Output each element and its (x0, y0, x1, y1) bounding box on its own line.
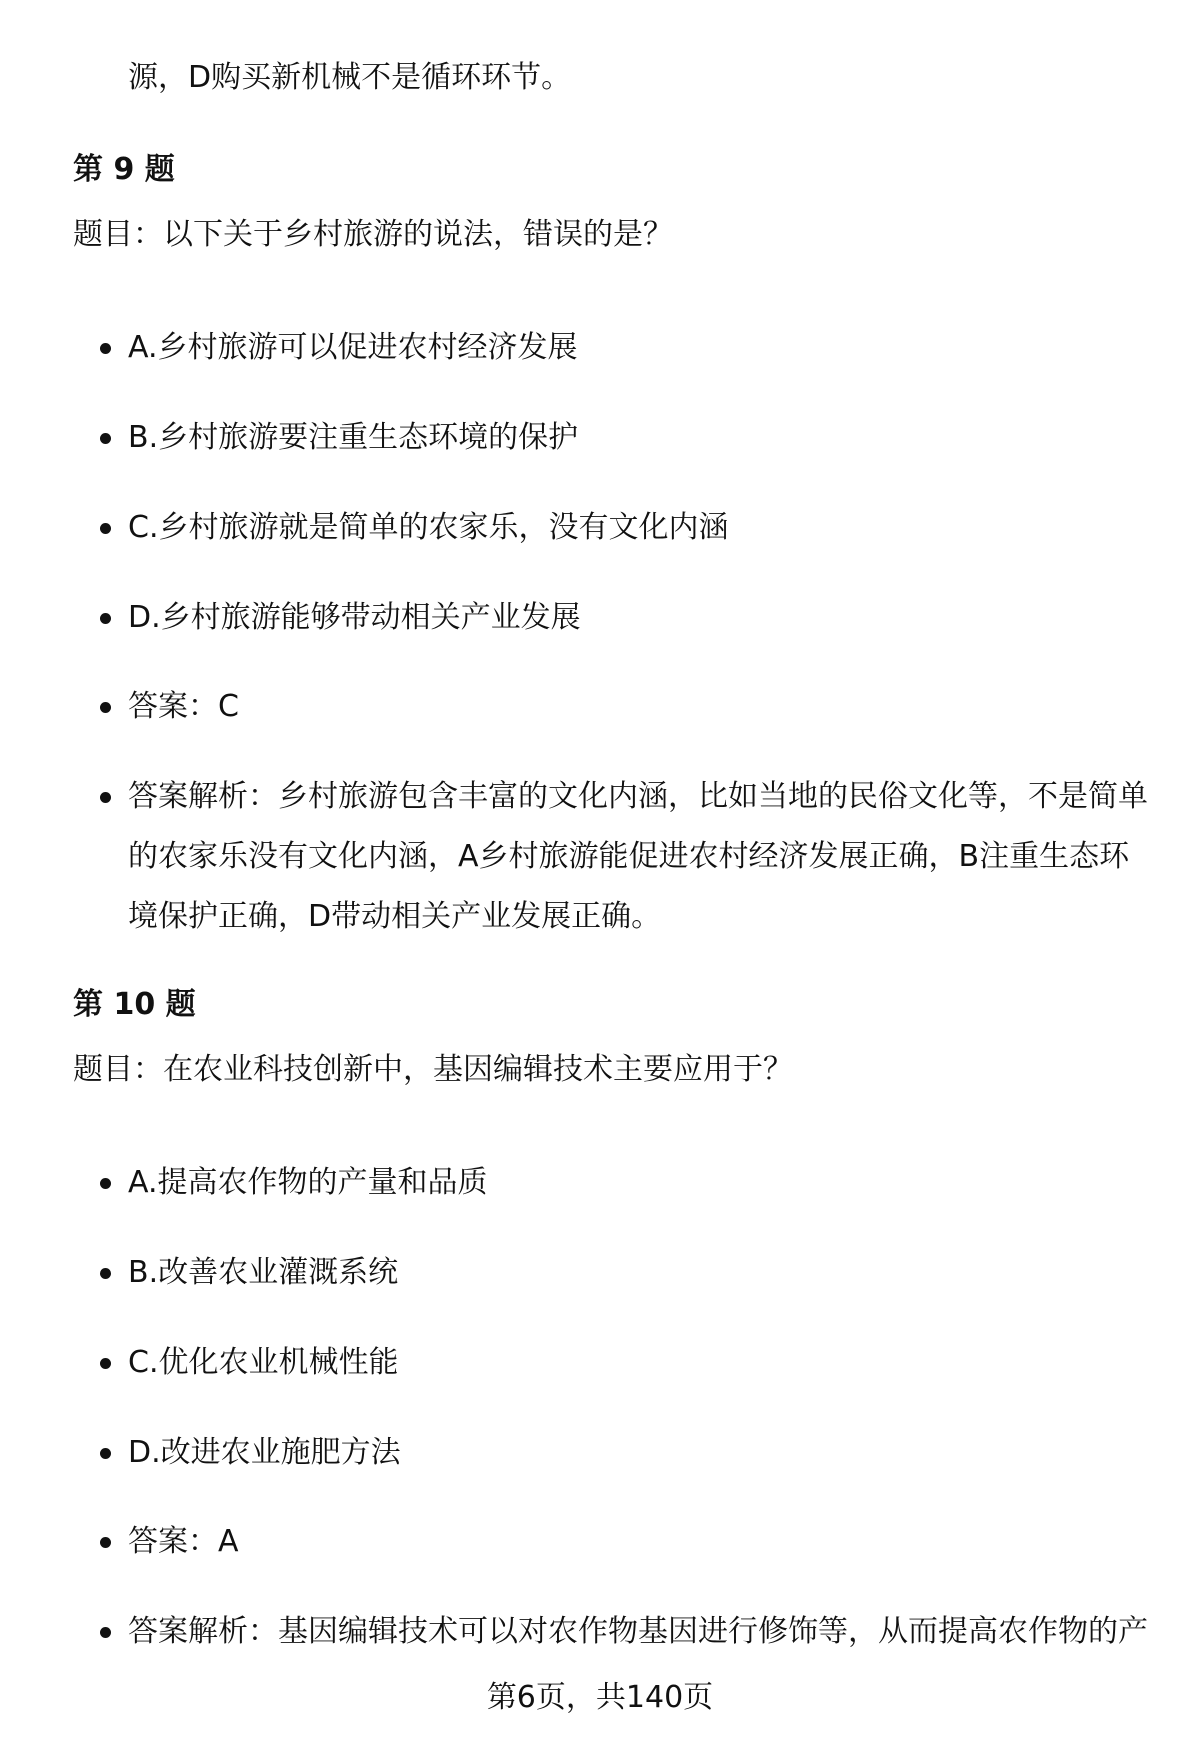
bullet-icon (100, 433, 111, 444)
question-9-heading: 第 9 题 (73, 152, 175, 187)
question-9-option-d: D.乡村旅游能够带动相关产业发展 (128, 588, 1158, 648)
question-10-answer: 答案：A (128, 1512, 1158, 1572)
question-10-analysis: 答案解析：基因编辑技术可以对农作物基因进行修饰等，从而提高农作物的产 (128, 1602, 1158, 1662)
bullet-icon (100, 1537, 111, 1548)
bullet-icon (100, 1358, 111, 1369)
bullet-icon (100, 1178, 111, 1189)
question-10-heading: 第 10 题 (73, 987, 196, 1022)
question-10-option-c: C.优化农业机械性能 (128, 1333, 1158, 1393)
question-9-option-b: B.乡村旅游要注重生态环境的保护 (128, 408, 1158, 468)
continuation-text: 源，D购买新机械不是循环环节。 (128, 60, 572, 95)
bullet-icon (100, 1268, 111, 1279)
bullet-icon (100, 792, 111, 803)
question-9-answer: 答案：C (128, 677, 1158, 737)
question-9-analysis: 答案解析：乡村旅游包含丰富的文化内涵，比如当地的民俗文化等，不是简单的农家乐没有文化内涵，A乡村旅游能促进农村经济发展正确，B注重生态环境保护正确，D带动相关产业发展正确。 (128, 767, 1158, 947)
bullet-icon (100, 523, 111, 534)
bullet-icon (100, 613, 111, 624)
question-10-option-a: A.提高农作物的产量和品质 (128, 1153, 1158, 1213)
question-9-option-a: A.乡村旅游可以促进农村经济发展 (128, 318, 1158, 378)
question-10-option-b: B.改善农业灌溉系统 (128, 1243, 1158, 1303)
bullet-icon (100, 702, 111, 713)
question-10-option-d: D.改进农业施肥方法 (128, 1423, 1158, 1483)
question-9-option-c: C.乡村旅游就是简单的农家乐，没有文化内涵 (128, 498, 1158, 558)
question-9-stem: 题目：以下关于乡村旅游的说法，错误的是？ (73, 217, 673, 252)
question-10-stem: 题目：在农业科技创新中，基因编辑技术主要应用于？ (73, 1052, 793, 1087)
bullet-icon (100, 1448, 111, 1459)
page-number-footer: 第6页，共140页 (486, 1680, 714, 1715)
bullet-icon (100, 343, 111, 354)
bullet-icon (100, 1627, 111, 1638)
